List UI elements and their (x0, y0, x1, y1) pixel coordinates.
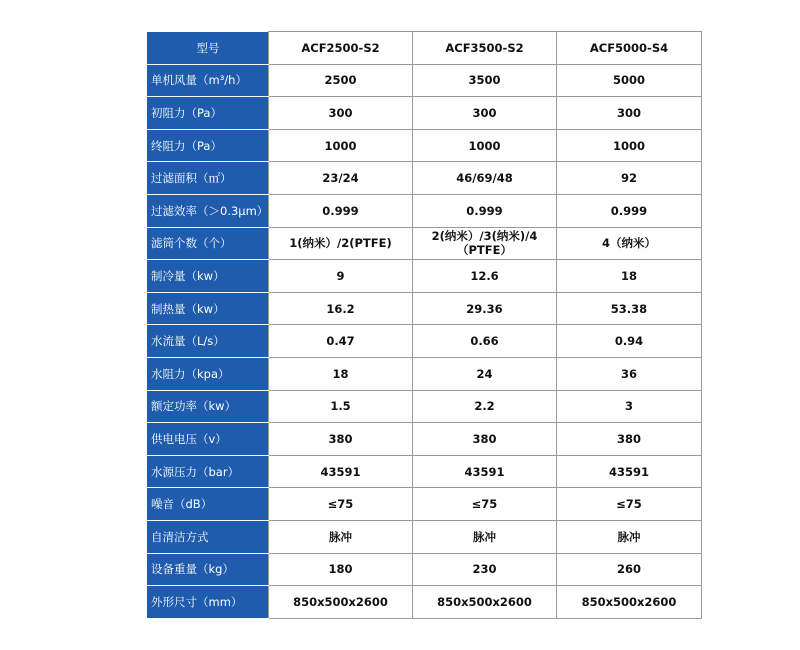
value-cell: 1000 (413, 129, 557, 162)
value-cell: 300 (269, 97, 413, 130)
table-row (148, 129, 702, 162)
value-cell: 3 (557, 390, 702, 423)
row-label: 噪音（dB） (148, 488, 269, 521)
value-cell: 0.999 (413, 194, 557, 227)
table-row (148, 586, 702, 619)
value-cell: 2(纳米）/3(纳米)/4（PTFE） (413, 227, 557, 260)
value-cell: 92 (557, 162, 702, 195)
row-label: 初阻力（Pa） (148, 97, 269, 130)
value-cell: 1(纳米）/2(PTFE) (269, 227, 413, 260)
value-cell: 850x500x2600 (413, 586, 557, 619)
value-cell: 12.6 (413, 260, 557, 293)
row-label: 终阻力（Pa） (148, 129, 269, 162)
value-cell: 850x500x2600 (557, 586, 702, 619)
value-cell: 1000 (269, 129, 413, 162)
value-cell: 180 (269, 553, 413, 586)
value-cell: 脉冲 (269, 520, 413, 553)
model-header: ACF5000-S4 (557, 32, 702, 65)
row-label: 供电电压（v） (148, 423, 269, 456)
table-row (148, 423, 702, 456)
value-cell: 53.38 (557, 292, 702, 325)
table-row (148, 64, 702, 97)
value-cell: 260 (557, 553, 702, 586)
value-cell: 18 (557, 260, 702, 293)
value-cell: 24 (413, 357, 557, 390)
value-cell: 36 (557, 357, 702, 390)
value-cell: 3500 (413, 64, 557, 97)
value-cell: 18 (269, 357, 413, 390)
value-cell: ≤75 (557, 488, 702, 521)
row-label: 额定功率（kw） (148, 390, 269, 423)
table-row (148, 455, 702, 488)
table-row (148, 357, 702, 390)
value-cell: 9 (269, 260, 413, 293)
value-cell: 1000 (557, 129, 702, 162)
value-cell: 0.999 (557, 194, 702, 227)
value-cell: ≤75 (269, 488, 413, 521)
row-label: 过滤效率（＞0.3μm） (148, 194, 269, 227)
table-row (148, 260, 702, 293)
model-header: ACF2500-S2 (269, 32, 413, 65)
table-row (148, 488, 702, 521)
table-row (148, 325, 702, 358)
model-header: ACF3500-S2 (413, 32, 557, 65)
row-label: 外形尺寸（mm） (148, 586, 269, 619)
row-label: 水源压力（bar） (148, 455, 269, 488)
value-cell: 4（纳米） (557, 227, 702, 260)
table-row (148, 520, 702, 553)
value-cell: 380 (557, 423, 702, 456)
row-label: 水流量（L/s） (148, 325, 269, 358)
value-cell: 23/24 (269, 162, 413, 195)
value-cell: 300 (413, 97, 557, 130)
row-label: 过滤面积（㎡） (148, 162, 269, 195)
value-cell: ≤75 (413, 488, 557, 521)
value-cell: 230 (413, 553, 557, 586)
value-cell: 5000 (557, 64, 702, 97)
table-row (148, 227, 702, 260)
value-cell: 1.5 (269, 390, 413, 423)
table-row (148, 292, 702, 325)
header-row (148, 32, 702, 65)
value-cell: 脉冲 (557, 520, 702, 553)
value-cell: 380 (269, 423, 413, 456)
row-label: 水阻力（kpa） (148, 357, 269, 390)
value-cell: 0.94 (557, 325, 702, 358)
value-cell: 380 (413, 423, 557, 456)
table-row (148, 162, 702, 195)
value-cell: 43591 (413, 455, 557, 488)
value-cell: 16.2 (269, 292, 413, 325)
table-row (148, 194, 702, 227)
value-cell: 29.36 (413, 292, 557, 325)
value-cell: 300 (557, 97, 702, 130)
row-label: 设备重量（kg） (148, 553, 269, 586)
header-label: 型号 (148, 32, 269, 65)
value-cell: 43591 (557, 455, 702, 488)
row-label: 单机风量（m³/h） (148, 64, 269, 97)
value-cell: 0.66 (413, 325, 557, 358)
row-label: 制冷量（kw） (148, 260, 269, 293)
value-cell: 0.47 (269, 325, 413, 358)
row-label: 滤筒个数（个） (148, 227, 269, 260)
value-cell: 43591 (269, 455, 413, 488)
row-label: 制热量（kw） (148, 292, 269, 325)
value-cell: 脉冲 (413, 520, 557, 553)
table-row (148, 97, 702, 130)
value-cell: 46/69/48 (413, 162, 557, 195)
row-label: 自清洁方式 (148, 520, 269, 553)
table-row (148, 390, 702, 423)
value-cell: 850x500x2600 (269, 586, 413, 619)
value-cell: 2500 (269, 64, 413, 97)
spec-table (147, 31, 702, 619)
table-row (148, 553, 702, 586)
value-cell: 0.999 (269, 194, 413, 227)
value-cell: 2.2 (413, 390, 557, 423)
